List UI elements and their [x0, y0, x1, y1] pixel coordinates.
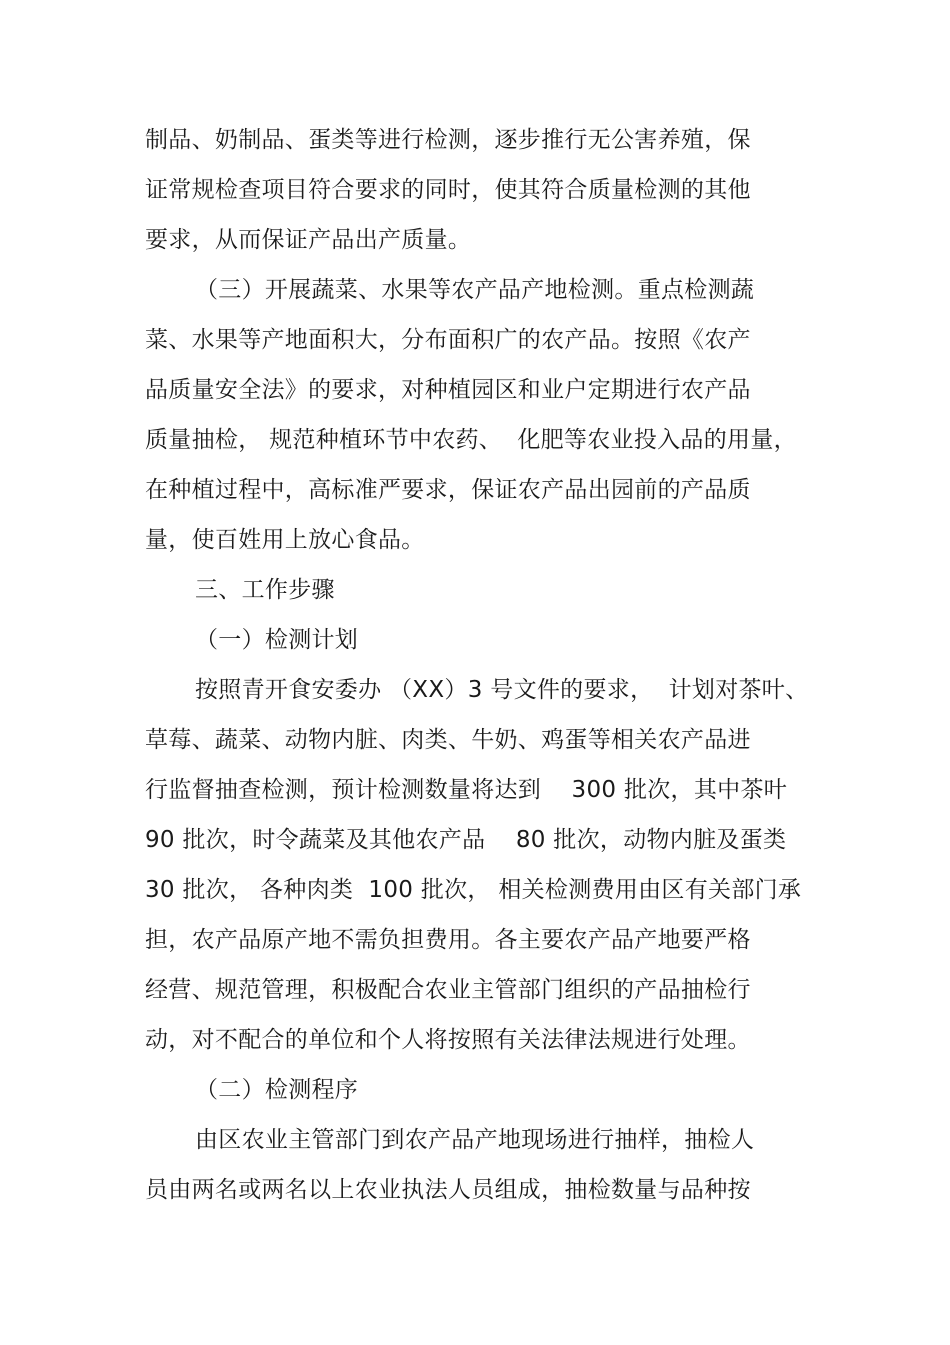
text-line: 30 批次， 各种肉类 100 批次， 相关检测费用由区有关部门承 — [145, 877, 802, 903]
text-line: 由区农业主管部门到农产品产地现场进行抽样，抽检人 — [195, 1127, 755, 1153]
text-line: 量，使百姓用上放心食品。 — [145, 527, 425, 553]
text-line: 草莓、蔬菜、动物内脏、肉类、牛奶、鸡蛋等相关农产品进 — [145, 727, 751, 753]
text-line: 动，对不配合的单位和个人将按照有关法律法规进行处理。 — [145, 1027, 751, 1053]
text-line: 担，农产品原产地不需负担费用。各主要农产品产地要严格 — [145, 927, 751, 953]
text-line: 在种植过程中，高标准严要求，保证农产品出园前的产品质 — [145, 477, 751, 503]
text-line: 品质量安全法》的要求，对种植园区和业户定期进行农产品 — [145, 377, 751, 403]
subsection-heading: （一）检测计划 — [195, 627, 359, 653]
text-line: 行监督抽查检测，预计检测数量将达到 300 批次，其中茶叶 — [145, 777, 788, 803]
text-line: 经营、规范管理，积极配合农业主管部门组织的产品抽检行 — [145, 977, 751, 1003]
section-heading: 三、工作步骤 — [195, 577, 335, 603]
subsection-heading: （二）检测程序 — [195, 1077, 359, 1103]
text-line: 质量抽检， 规范种植环节中农药、 化肥等农业投入品的用量， — [145, 427, 797, 453]
text-line: 证常规检查项目符合要求的同时，使其符合质量检测的其他 — [145, 177, 751, 203]
text-line: 员由两名或两名以上农业执法人员组成，抽检数量与品种按 — [145, 1177, 751, 1203]
text-line: 制品、奶制品、蛋类等进行检测，逐步推行无公害养殖，保 — [145, 127, 751, 153]
text-line: 按照青开食安委办 （XX）3 号文件的要求， 计划对茶叶、 — [195, 677, 809, 703]
text-line: 90 批次，时令蔬菜及其他农产品 80 批次，动物内脏及蛋类 — [145, 827, 787, 853]
text-line: 要求，从而保证产品出产质量。 — [145, 227, 472, 253]
section-heading: （三）开展蔬菜、水果等农产品产地检测。重点检测蔬 — [195, 277, 755, 303]
text-line: 菜、水果等产地面积大，分布面积广的农产品。按照《农产 — [145, 327, 751, 353]
